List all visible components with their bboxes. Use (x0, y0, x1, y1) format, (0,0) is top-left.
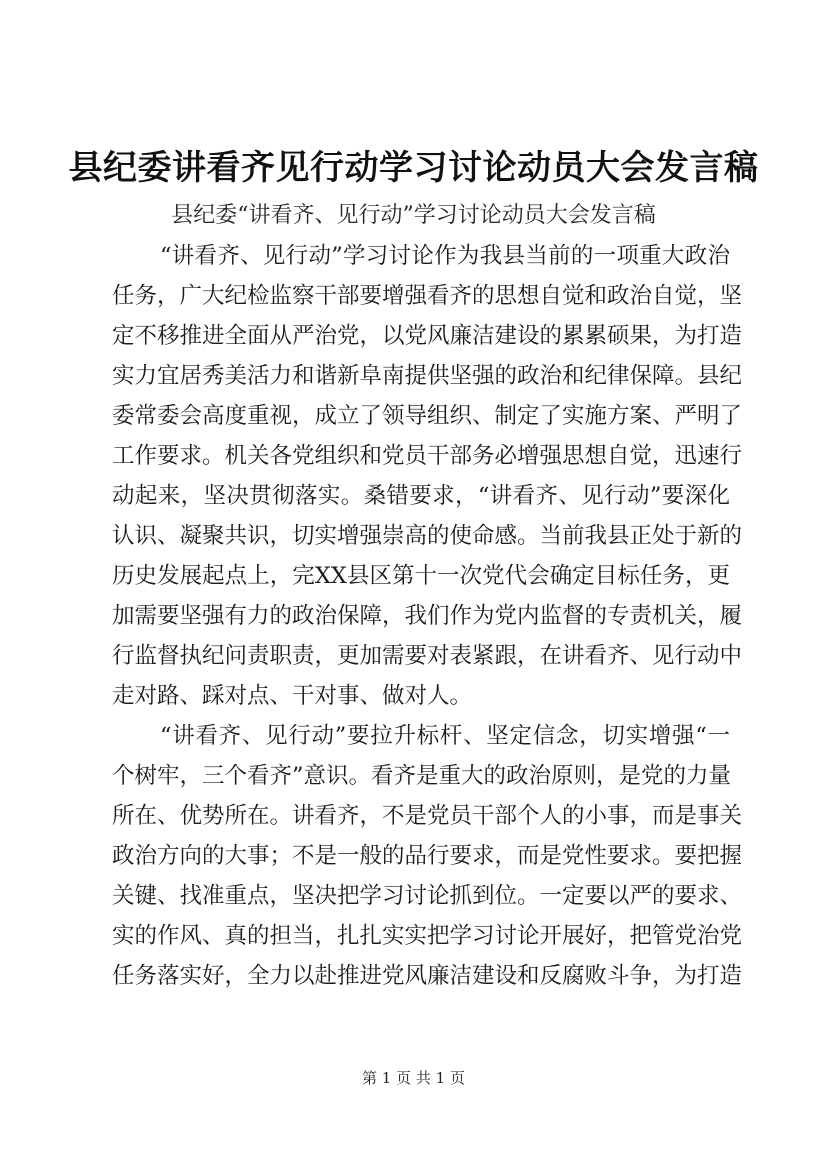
document-title: 县纪委讲看齐见行动学习讨论动员大会发言稿 (68, 148, 759, 188)
body-line: 动起来，坚决贯彻落实。桑错要求，“讲看齐、见行动”要深化 (112, 483, 730, 509)
body-line: 走对路、踩对点、干对事、做对人。 (112, 683, 473, 709)
page-footer: 第 1 页 共 1 页 (362, 1069, 465, 1087)
body-line: 任务，广大纪检监察干部要增强看齐的思想自觉和政治自觉，坚 (112, 283, 743, 309)
document-body (112, 236, 752, 996)
body-line: 任务落实好，全力以赴推进党风廉洁建设和反腐败斗争，为打造 (112, 963, 743, 989)
body-line: “讲看齐、见行动”要拉升标杆、坚定信念，切实增强“一 (160, 723, 730, 749)
body-line: “讲看齐、见行动”学习讨论作为我县当前的一项重大政治 (160, 243, 730, 269)
body-line: 工作要求。机关各党组织和党员干部务必增强思想自觉，迅速行 (112, 443, 743, 469)
body-line: 个树牢，三个看齐”意识。看齐是重大的政治原则，是党的力量 (112, 763, 732, 789)
body-line: 加需要坚强有力的政治保障，我们作为党内监督的专责机关，履 (112, 603, 743, 629)
body-line: 实的作风、真的担当，扎扎实实把学习讨论开展好，把管党治党 (112, 923, 743, 949)
body-line: 认识、凝聚共识，切实增强崇高的使命感。当前我县正处于新的 (112, 523, 743, 549)
body-line: 所在、优势所在。讲看齐，不是党员干部个人的小事，而是事关 (112, 803, 743, 829)
body-line: 历史发展起点上，完XX县区第十一次党代会确定目标任务，更 (112, 563, 730, 589)
body-line: 行监督执纪问责职责，更加需要对表紧跟，在讲看齐、见行动中 (112, 643, 743, 669)
body-line: 定不移推进全面从严治党，以党风廉洁建设的累累硕果，为打造 (112, 323, 743, 349)
body-line: 委常委会高度重视，成立了领导组织、制定了实施方案、严明了 (112, 403, 743, 429)
body-line: 实力宜居秀美活力和谐新阜南提供坚强的政治和纪律保障。县纪 (112, 363, 743, 389)
document-subtitle: 县纪委“讲看齐、见行动”学习讨论动员大会发言稿 (171, 203, 656, 228)
body-line: 政治方向的大事；不是一般的品行要求，而是党性要求。要把握 (112, 843, 743, 869)
body-line: 关键、找准重点，坚决把学习讨论抓到位。一定要以严的要求、 (112, 883, 743, 909)
